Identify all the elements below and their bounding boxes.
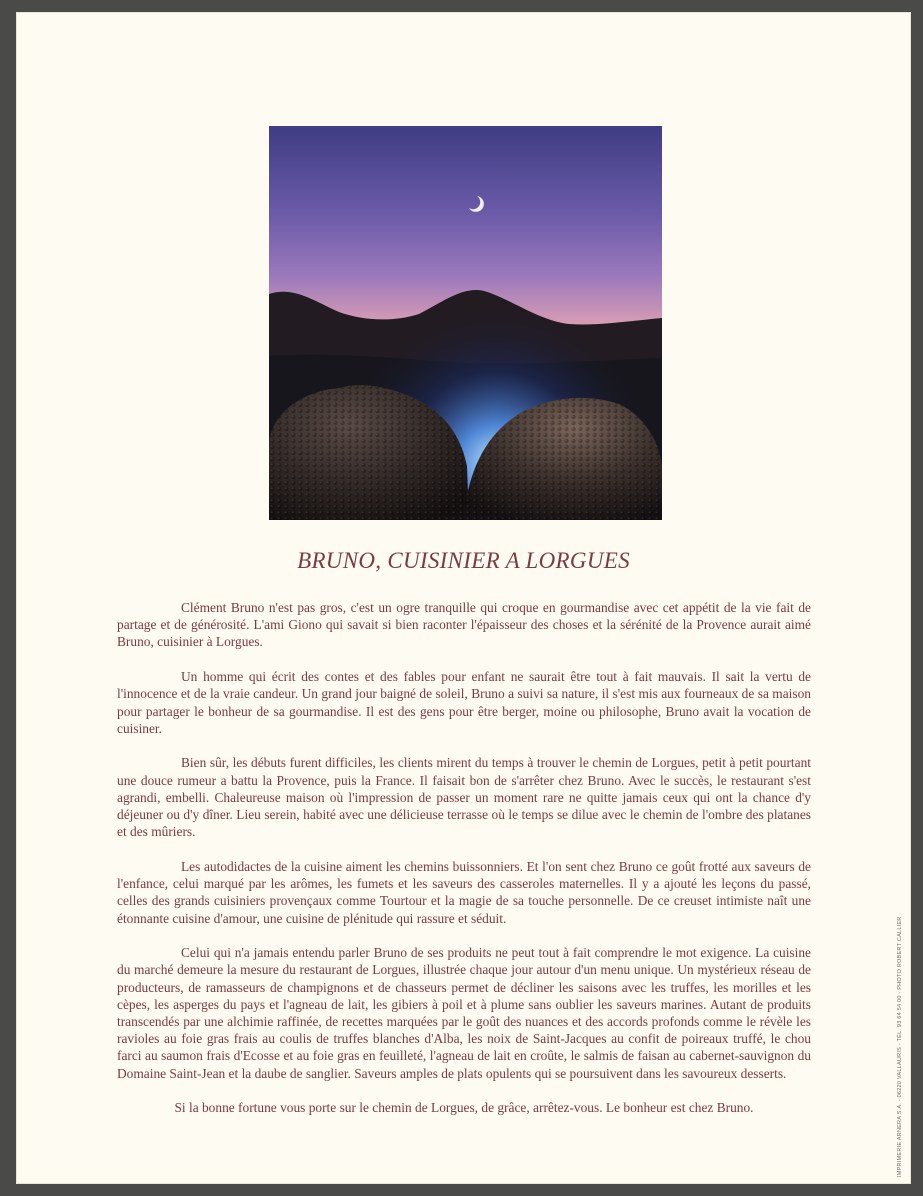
printer-credit: IMPRIMERIE ARNERA S.A. - 06220 VALLAURIS - TÉL. 93 64 54 00 - PHOTO ROBERT CALLIER	[897, 916, 903, 1177]
paragraph-3: Bien sûr, les débuts furent difficiles, les clients mirent du temps à trouver le chemin de Lorgues, petit à petit pourtant une douce rumeur a battu la Provence, puis la France. Il faisait bon de s'arrêter chez Bruno. Avec le succès, le restaurant s'est agrandi, embelli. Chaleureuse maison où l'impression de passer un moment rare ne quitte jamais ceux qui ont la chance d'y déjeuner ou d'y dîner. Lieu serein, habité avec une délicieuse terrasse où le temps se dilue avec le chemin de l'ombre des platanes et des mûriers.	[117, 755, 811, 840]
paragraph-5: Celui qui n'a jamais entendu parler Bruno de ses produits ne peut tout à fait comprendre le mot exigence. La cuisine du marché demeure la mesure du restaurant de Lorgues, illustrée chaque jour autour d'un menu unique. Un mystérieux réseau de producteurs, de ramasseurs de champignons et de chasseurs permet de décliner les saisons avec les truffes, les morilles et les cèpes, les asperges du pays et l'agneau de lait, les gibiers à poil et à plume sans oublier les saveurs marines. Autant de produits transcendés par une alchimie raffinée, de recettes marquées par le goût des nuances et des accords profonds comme le révèle les ravioles au foie gras frais au coulis de truffes blanches d'Alba, les noix de Saint-Jacques au confit de poireaux truffé, le chou farci au saumon frais d'Ecosse et au foie gras en feuilleté, l'agneau de lait en croûte, le salmis de faisan au cabernet-sauvignon du Domaine Saint-Jean et la daube de sanglier. Saveurs amples de plats opulents qui se poursuivent dans les savoureux desserts.	[117, 945, 811, 1081]
closing-line: Si la bonne fortune vous porte sur le chemin de Lorgues, de grâce, arrêtez-vous. Le bonheur est chez Bruno.	[174, 1100, 754, 1116]
brochure-page	[16, 12, 911, 1184]
article-title: BRUNO, CUISINIER A LORGUES	[297, 548, 630, 573]
moonlit-hills-truffles-photo	[269, 126, 662, 520]
paragraph-1: Clément Bruno n'est pas gros, c'est un ogre tranquille qui croque en gourmandise avec cet appétit de la vie fait de partage et de générosité. L'ami Giono qui savait si bien raconter l'épaisseur des choses et la sérénité de la Provence aurait aimé Bruno, cuisinier à Lorgues.	[117, 600, 811, 650]
article-body	[117, 599, 811, 1134]
paragraph-4: Les autodidactes de la cuisine aiment les chemins buissonniers. Et l'on sent chez Bruno ce goût frotté aux saveurs de l'enfance, celui marqué par les arômes, les fumets et les saveurs des casseroles maternelles. Il y a ajouté les leçons du passé, celles des grands cuisiniers provençaux comme Tourtour et la magie de sa touche personnelle. De ce creuset intimiste naît une étonnante cuisine d'amour, une cuisine de plénitude qui rassure et séduit.	[117, 858, 811, 926]
paragraph-2: Un homme qui écrit des contes et des fables pour enfant ne saurait être tout à fait mauvais. Il sait la vertu de l'innocence et de la vraie candeur. Un grand jour baigné de soleil, Bruno a suivi sa nature, il s'est mis aux fourneaux de sa maison pour partager le bonheur de sa gourmandise. Il est des gens pour être berger, moine ou philosophe, Bruno avait la vocation de cuisiner.	[117, 669, 811, 736]
